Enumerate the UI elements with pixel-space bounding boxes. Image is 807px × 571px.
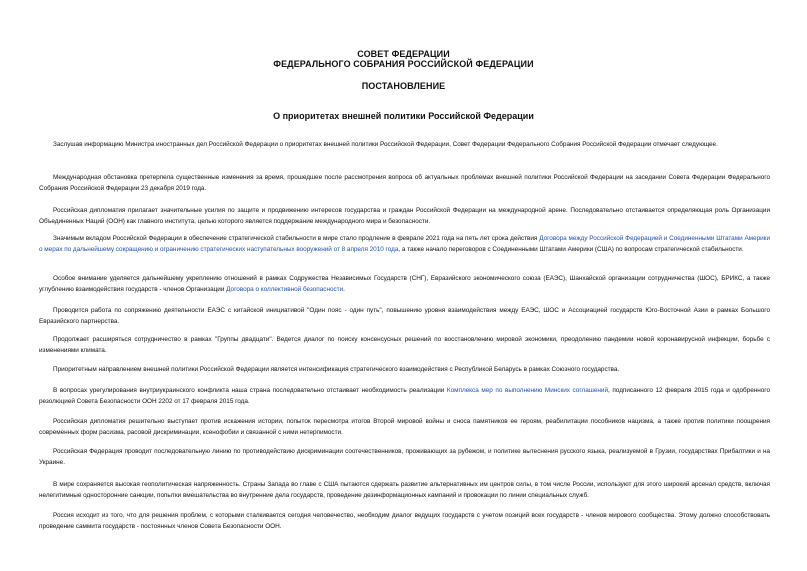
issuer-line-2: ФЕДЕРАЛЬНОГО СОБРАНИЯ РОССИЙСКОЙ ФЕДЕРАЦИИ — [273, 59, 534, 69]
resolution-heading: ПОСТАНОВЛЕНИЕ — [361, 81, 446, 91]
paragraph-10: Российская дипломатия решительно выступает против искажения истории, попыток пересмотра итогов Второй мировой войны и сноса памятников ее героям, реабилитации пособников нацизма, а также против политики поощрения современных форм расизма, расовой дискриминации, ксенофобии и связанной с ними нетерпимости. — [39, 418, 770, 437]
paragraph-8: Приоритетным направлением внешней политики Российской Федерации является интенсификация стратегического взаимодействия с Республикой Беларусь в рамках Союзного государства. — [53, 366, 620, 373]
paragraph-5 — [39, 273, 770, 296]
paragraph-9-text-start: В вопросах урегулирования внутриукраинского конфликта наша страна последовательно отстаивает необходимость реализации — [53, 387, 447, 394]
paragraph-11: Российская Федерация проводит последовательную линию по противодействию дискриминации соотечественников, проживающих за рубежом, и политике вытеснения русского языка, реализуемой в Грузии, государствах Прибалтики и на Украине. — [39, 448, 770, 467]
paragraph-3: Российская дипломатия прилагает значительные усилия по защите и продвижению интересов государства и граждан Российской Федерации на международной арене. Последовательно отстаивается определяющая роль Организации Объединенных Наций (ООН) как главного института, целью которого является поддержание международного мира и безопасности. — [39, 207, 770, 226]
minsk-measures-link[interactable]: Комплекса мер по выполнению Минских соглашений — [446, 387, 609, 394]
paragraph-12: В мире сохраняется высокая геополитическая напряженность. Страны Запада во главе с США пытаются сдержать развитие альтернативных им центров силы, в том числе России, используют для этого широкий арсенал средств, включая нелегитимные односторонние санкции, попытки вмешательства во внутренние дела государств, проведение дезинформационных кампаний и провокации по линии специальных служб. — [39, 481, 770, 500]
paragraph-4-text-end: , а также начало переговоров с Соединенными Штатами Америки (США) по вопросам стратегической стабильности. — [398, 246, 744, 254]
paragraph-6: Проводится работа по сопряжению деятельности ЕАЭС с китайской инициативой "Один пояс - один путь", повышению уровня взаимодействия между ЕАЭС, ШОС и Ассоциацией государств Юго-Восточной Азии в рамках Большого Евразийского партнерства. — [39, 307, 770, 326]
document-title: О приоритетах внешней политики Российской Федерации — [273, 111, 534, 121]
paragraph-1: Заслушав информацию Министра иностранных дел Российской Федерации о приоритетах внешней политики Российской Федерации, Совет Федерации Федерального Собрания Российской Федерации отмечает следующее. — [53, 141, 718, 148]
paragraph-2: Международная обстановка претерпела существенные изменения за время, прошедшее после рассмотрения вопроса об актуальных проблемах внешней политики Российской Федерации на заседании Совета Федерации Федерального Собрания Российской Федерации 23 декабря 2019 года. — [39, 174, 770, 193]
paragraph-7: Продолжает расширяться сотрудничество в рамках "Группы двадцати". Ведется диалог по поиску консенсусных решений по восстановлению мировой экономики, преодолению пандемии новой коронавирусной инфекции, борьбе с изменениями климата. — [39, 336, 770, 355]
paragraph-5-text-end: . — [343, 286, 345, 294]
paragraph-9-text-end: , подписанного 12 февраля 2015 года и одобренного резолюцией Совета Безопасности ООН 2202 от 17 февраля 2015 года. — [39, 387, 770, 406]
paragraph-9 — [39, 385, 770, 408]
csto-treaty-link[interactable]: Договора о коллективной безопасности — [226, 286, 344, 294]
start-treaty-link[interactable]: Договора между Российской Федерацией и Соединенными Штатами Америки о мерах по дальнейшему сокращению и ограничению стратегических наступательных вооружений от 8 апреля 2010 года — [39, 235, 770, 254]
paragraph-4 — [39, 233, 770, 256]
paragraph-4-text-start: Значимым вкладом Российской Федерации в обеспечение стратегической стабильности в мире стало продление в феврале 2021 года на пять лет срока действия — [53, 235, 540, 242]
issuer-line-1: СОВЕТ ФЕДЕРАЦИИ — [357, 49, 450, 59]
paragraph-5-text-start: Особое внимание уделяется дальнейшему укреплению отношений в рамках Содружества Независимых Государств (СНГ), Евразийского экономического союза (ЕАЭС), Шанхайской организации сотрудничества (ШОС), БРИКС, а также углублению взаимодействия государств - членов Организации — [39, 275, 770, 294]
paragraph-13: Россия исходит из того, что для решения проблем, с которыми сталкивается сегодня человечество, необходим диалог ведущих государств с учетом позиций всех государств - членов мирового сообщества. Этому должно способствовать проведение саммита государств - постоянных членов Совета Безопасности ООН. — [39, 512, 770, 531]
